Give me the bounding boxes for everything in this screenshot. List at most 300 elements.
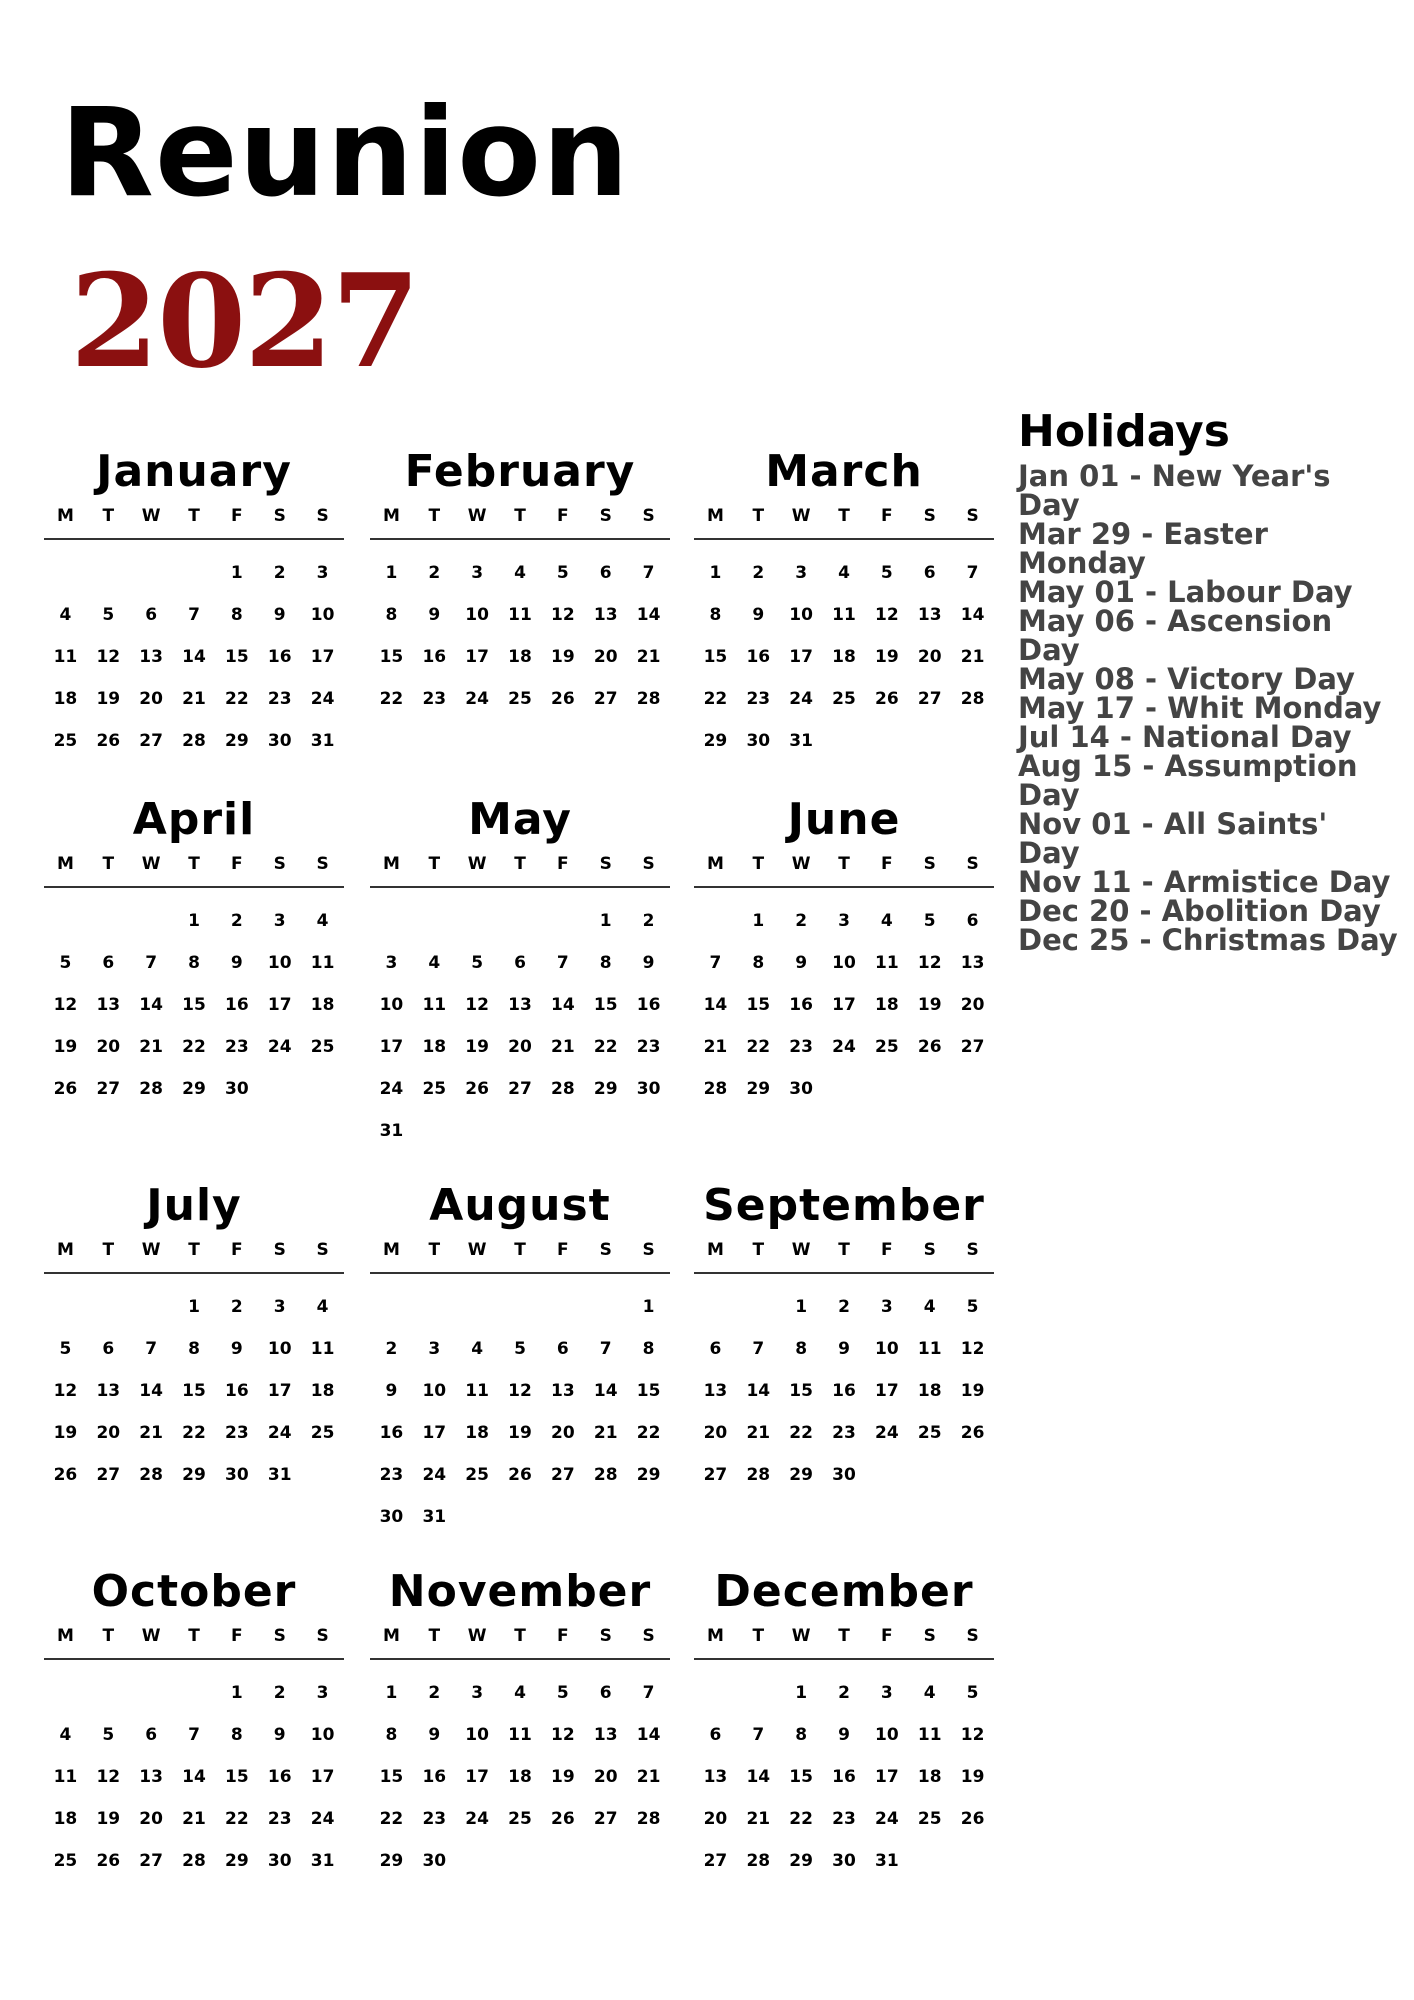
day-cell: 11	[508, 1725, 532, 1745]
month-july	[44, 1180, 344, 1496]
day-cell: 12	[96, 1767, 121, 1787]
day-cell: 1	[230, 1683, 243, 1703]
weekday-header	[44, 506, 344, 540]
day-cell: 21	[139, 1423, 163, 1443]
day-cell: 20	[703, 1809, 728, 1829]
month-name: July	[146, 1180, 242, 1231]
day-cell: 27	[960, 1037, 985, 1057]
day-cell: 3	[880, 1297, 893, 1317]
weekday-label: T	[428, 1240, 441, 1260]
day-cell: 31	[310, 1851, 335, 1871]
day-grid	[694, 540, 994, 762]
weekday-label: S	[316, 854, 329, 874]
day-cell: 1	[385, 1683, 398, 1703]
weekday-label: W	[467, 1240, 487, 1260]
day-cell: 11	[422, 995, 447, 1015]
day-cell: 13	[551, 1381, 575, 1401]
day-cell: 25	[465, 1465, 489, 1485]
day-cell: 20	[96, 1423, 121, 1443]
month-december	[694, 1566, 994, 1882]
day-cell: 22	[182, 1037, 206, 1057]
day-cell: 15	[746, 995, 771, 1015]
month-august	[370, 1180, 670, 1538]
weekday-label: T	[188, 1626, 200, 1646]
month-name: December	[714, 1566, 974, 1617]
weekday-label: F	[557, 854, 569, 874]
empty-cell	[541, 900, 584, 942]
day-cell: 18	[508, 1767, 532, 1787]
weekday-label: S	[642, 854, 655, 874]
day-cell: 17	[789, 647, 813, 667]
day-cell: 24	[465, 1809, 489, 1829]
day-cell: 28	[551, 1079, 575, 1099]
weekday-label: T	[102, 1626, 115, 1646]
day-cell: 9	[230, 1339, 243, 1359]
day-cell: 13	[139, 1767, 163, 1787]
day-cell: 21	[182, 1809, 206, 1829]
day-cell: 18	[917, 1381, 942, 1401]
day-cell: 29	[379, 1851, 404, 1871]
day-cell: 27	[703, 1851, 728, 1871]
day-cell: 13	[593, 605, 618, 625]
day-grid	[44, 1660, 344, 1882]
day-cell: 7	[188, 1725, 200, 1745]
day-cell: 24	[310, 689, 335, 709]
weekday-label: F	[231, 1240, 243, 1260]
holiday-item: May 06 - Ascension Day	[1018, 604, 1333, 667]
weekday-label: T	[838, 506, 850, 526]
day-cell: 12	[917, 953, 942, 973]
weekday-label: W	[791, 1240, 811, 1260]
calendar-title: Reunion	[60, 82, 630, 224]
day-cell: 16	[746, 647, 771, 667]
day-cell: 13	[703, 1381, 728, 1401]
weekday-label: T	[838, 1240, 850, 1260]
day-cell: 19	[551, 647, 575, 667]
month-name: August	[429, 1180, 611, 1231]
day-grid	[370, 888, 670, 1152]
day-cell: 16	[379, 1423, 404, 1443]
day-cell: 17	[465, 647, 489, 667]
day-cell: 15	[703, 647, 728, 667]
month-november	[370, 1566, 670, 1882]
day-cell: 11	[875, 953, 899, 973]
holiday-item: Jul 14 - National Day	[1018, 720, 1352, 754]
day-cell: 25	[875, 1037, 899, 1057]
day-cell: 5	[471, 953, 484, 973]
day-cell: 1	[795, 1297, 808, 1317]
day-cell: 3	[471, 563, 484, 583]
weekday-label: S	[966, 506, 979, 526]
day-cell: 14	[182, 647, 206, 667]
day-cell: 30	[267, 1851, 292, 1871]
day-cell: 6	[145, 1725, 158, 1745]
day-cell: 2	[642, 911, 655, 931]
day-cell: 15	[225, 647, 249, 667]
day-cell: 9	[795, 953, 808, 973]
day-cell: 27	[139, 1851, 163, 1871]
day-cell: 18	[422, 1037, 447, 1057]
weekday-label: W	[141, 506, 161, 526]
day-cell: 7	[709, 953, 722, 973]
day-cell: 15	[789, 1767, 813, 1787]
empty-cell	[737, 1286, 780, 1328]
day-cell: 4	[471, 1339, 484, 1359]
day-cell: 21	[746, 1809, 771, 1829]
day-cell: 10	[465, 1725, 489, 1745]
day-grid	[370, 540, 670, 720]
day-cell: 14	[593, 1381, 618, 1401]
day-cell: 25	[53, 731, 78, 751]
day-cell: 10	[875, 1725, 899, 1745]
day-cell: 17	[379, 1037, 404, 1057]
weekday-label: M	[382, 1240, 400, 1260]
day-cell: 2	[273, 1683, 286, 1703]
weekday-label: W	[791, 506, 811, 526]
day-cell: 6	[556, 1339, 569, 1359]
day-cell: 28	[139, 1079, 163, 1099]
day-cell: 2	[428, 1683, 441, 1703]
day-cell: 26	[875, 689, 899, 709]
day-cell: 2	[795, 911, 808, 931]
day-cell: 1	[709, 563, 722, 583]
day-cell: 27	[593, 689, 618, 709]
day-cell: 23	[832, 1809, 856, 1829]
day-cell: 29	[746, 1079, 771, 1099]
day-cell: 27	[96, 1079, 121, 1099]
day-cell: 15	[636, 1381, 661, 1401]
day-cell: 11	[917, 1725, 942, 1745]
day-cell: 14	[636, 1725, 661, 1745]
empty-cell	[456, 900, 499, 942]
weekday-label: T	[102, 506, 115, 526]
weekday-label: S	[923, 854, 936, 874]
day-cell: 20	[960, 995, 985, 1015]
day-cell: 28	[139, 1465, 163, 1485]
day-cell: 27	[593, 1809, 618, 1829]
day-cell: 30	[789, 1079, 813, 1099]
day-cell: 14	[703, 995, 728, 1015]
day-cell: 3	[428, 1339, 441, 1359]
day-cell: 5	[556, 563, 569, 583]
weekday-label: S	[273, 1626, 286, 1646]
day-cell: 13	[96, 995, 121, 1015]
day-cell: 12	[551, 605, 575, 625]
day-cell: 21	[636, 647, 661, 667]
day-cell: 4	[59, 605, 72, 625]
day-cell: 19	[96, 1809, 121, 1829]
day-cell: 4	[428, 953, 441, 973]
empty-cell	[44, 1286, 87, 1328]
empty-cell	[370, 900, 413, 942]
weekday-label: M	[56, 1240, 74, 1260]
day-cell: 30	[636, 1079, 661, 1099]
weekday-label: S	[966, 1240, 979, 1260]
day-grid	[44, 540, 344, 762]
weekday-header	[370, 1626, 670, 1660]
day-cell: 19	[96, 689, 121, 709]
weekday-label: S	[273, 854, 286, 874]
day-cell: 2	[752, 563, 765, 583]
day-cell: 29	[789, 1851, 813, 1871]
day-cell: 7	[556, 953, 569, 973]
holidays-panel	[1018, 406, 1398, 957]
day-cell: 6	[709, 1725, 722, 1745]
day-cell: 8	[188, 953, 200, 973]
day-cell: 16	[225, 995, 249, 1015]
day-cell: 11	[310, 953, 335, 973]
day-cell: 4	[514, 1683, 526, 1703]
weekday-label: T	[838, 1626, 850, 1646]
month-march	[694, 446, 994, 762]
day-grid	[370, 1274, 670, 1538]
day-cell: 3	[838, 911, 850, 931]
day-cell: 26	[96, 731, 121, 751]
day-cell: 20	[139, 1809, 163, 1829]
day-cell: 28	[182, 1851, 206, 1871]
day-cell: 29	[225, 1851, 249, 1871]
day-cell: 23	[746, 689, 771, 709]
weekday-label: S	[642, 506, 655, 526]
weekday-label: T	[428, 1626, 441, 1646]
day-cell: 1	[188, 911, 200, 931]
day-cell: 16	[225, 1381, 249, 1401]
day-cell: 23	[789, 1037, 813, 1057]
day-cell: 1	[599, 911, 612, 931]
empty-cell	[694, 1286, 737, 1328]
day-cell: 23	[225, 1423, 249, 1443]
weekday-label: W	[791, 1626, 811, 1646]
day-cell: 9	[838, 1339, 850, 1359]
weekday-label: F	[557, 506, 569, 526]
empty-cell	[456, 1286, 499, 1328]
day-cell: 28	[703, 1079, 728, 1099]
weekday-label: T	[188, 854, 200, 874]
day-cell: 5	[880, 563, 893, 583]
day-cell: 22	[225, 689, 249, 709]
day-cell: 19	[960, 1381, 985, 1401]
day-cell: 3	[316, 563, 329, 583]
weekday-label: T	[188, 506, 200, 526]
holiday-item: May 17 - Whit Monday	[1018, 691, 1382, 725]
day-cell: 31	[789, 731, 813, 751]
day-cell: 29	[225, 731, 249, 751]
day-cell: 22	[703, 689, 728, 709]
day-cell: 13	[960, 953, 985, 973]
weekday-label: S	[599, 854, 612, 874]
day-cell: 23	[832, 1423, 856, 1443]
day-cell: 10	[832, 953, 856, 973]
weekday-label: W	[141, 854, 161, 874]
day-cell: 29	[182, 1079, 206, 1099]
empty-cell	[541, 1286, 584, 1328]
day-cell: 22	[746, 1037, 771, 1057]
day-cell: 23	[422, 1809, 447, 1829]
day-cell: 12	[53, 995, 78, 1015]
weekday-header	[44, 854, 344, 888]
day-cell: 26	[551, 689, 575, 709]
weekday-label: F	[557, 1626, 569, 1646]
day-cell: 19	[465, 1037, 489, 1057]
empty-cell	[44, 1672, 87, 1714]
day-cell: 4	[880, 911, 893, 931]
day-cell: 16	[422, 1767, 447, 1787]
day-cell: 4	[316, 911, 329, 931]
day-cell: 18	[53, 689, 78, 709]
day-cell: 4	[923, 1297, 936, 1317]
day-cell: 27	[551, 1465, 575, 1485]
weekday-label: T	[514, 1240, 526, 1260]
day-cell: 3	[273, 1297, 286, 1317]
weekday-header	[370, 506, 670, 540]
day-cell: 17	[422, 1423, 447, 1443]
day-cell: 9	[838, 1725, 850, 1745]
day-cell: 23	[225, 1037, 249, 1057]
day-cell: 8	[188, 1339, 200, 1359]
holiday-item: Jan 01 - New Year's Day	[1018, 459, 1331, 522]
day-cell: 31	[267, 1465, 292, 1485]
weekday-label: F	[231, 854, 243, 874]
day-cell: 18	[465, 1423, 489, 1443]
day-cell: 25	[508, 689, 532, 709]
day-cell: 6	[966, 911, 979, 931]
day-cell: 18	[832, 647, 856, 667]
day-cell: 14	[746, 1381, 771, 1401]
day-cell: 13	[917, 605, 942, 625]
day-cell: 30	[225, 1465, 249, 1485]
empty-cell	[44, 900, 87, 942]
day-cell: 7	[145, 1339, 158, 1359]
empty-cell	[584, 1286, 627, 1328]
holiday-item: Nov 11 - Armistice Day	[1018, 865, 1391, 899]
day-cell: 22	[379, 1809, 404, 1829]
day-cell: 25	[508, 1809, 532, 1829]
empty-cell	[370, 1286, 413, 1328]
day-cell: 26	[96, 1851, 121, 1871]
day-cell: 20	[703, 1423, 728, 1443]
day-cell: 20	[593, 1767, 618, 1787]
day-cell: 25	[310, 1037, 335, 1057]
day-cell: 26	[53, 1079, 78, 1099]
day-cell: 6	[514, 953, 526, 973]
day-cell: 27	[703, 1465, 728, 1485]
day-cell: 17	[310, 1767, 335, 1787]
empty-cell	[130, 1286, 173, 1328]
day-cell: 28	[182, 731, 206, 751]
day-cell: 1	[230, 563, 243, 583]
weekday-label: S	[316, 506, 329, 526]
holiday-item: Nov 01 - All Saints' Day	[1018, 807, 1328, 870]
day-cell: 22	[379, 689, 404, 709]
empty-cell	[130, 900, 173, 942]
day-cell: 7	[188, 605, 200, 625]
day-cell: 29	[636, 1465, 661, 1485]
day-cell: 10	[875, 1339, 899, 1359]
day-cell: 16	[636, 995, 661, 1015]
day-cell: 8	[385, 1725, 398, 1745]
weekday-header	[44, 1240, 344, 1274]
day-cell: 20	[508, 1037, 532, 1057]
day-cell: 7	[642, 563, 655, 583]
day-cell: 3	[795, 563, 808, 583]
day-cell: 21	[703, 1037, 728, 1057]
day-cell: 26	[508, 1465, 532, 1485]
day-cell: 9	[273, 605, 286, 625]
day-cell: 14	[139, 1381, 163, 1401]
month-february	[370, 446, 670, 720]
day-cell: 12	[960, 1725, 985, 1745]
empty-cell	[130, 1672, 173, 1714]
holidays-title: Holidays	[1018, 406, 1230, 457]
day-cell: 24	[789, 689, 813, 709]
empty-cell	[694, 1672, 737, 1714]
day-cell: 4	[838, 563, 850, 583]
weekday-label: T	[752, 1626, 765, 1646]
day-cell: 24	[267, 1423, 292, 1443]
day-cell: 10	[379, 995, 404, 1015]
day-cell: 30	[746, 731, 771, 751]
day-cell: 10	[789, 605, 813, 625]
day-cell: 25	[832, 689, 856, 709]
month-april	[44, 794, 344, 1110]
day-cell: 5	[966, 1683, 979, 1703]
day-cell: 11	[832, 605, 856, 625]
day-cell: 28	[636, 689, 661, 709]
day-cell: 11	[53, 647, 78, 667]
day-cell: 22	[789, 1809, 813, 1829]
holiday-item: May 01 - Labour Day	[1018, 575, 1353, 609]
day-cell: 12	[960, 1339, 985, 1359]
day-cell: 3	[273, 911, 286, 931]
day-cell: 30	[832, 1465, 856, 1485]
weekday-label: F	[881, 506, 893, 526]
day-cell: 16	[267, 1767, 292, 1787]
empty-cell	[87, 1672, 130, 1714]
weekday-label: T	[102, 1240, 115, 1260]
empty-cell	[499, 900, 542, 942]
calendar-year: 2027	[70, 247, 419, 397]
day-cell: 8	[642, 1339, 655, 1359]
weekday-label: T	[514, 854, 526, 874]
empty-cell	[87, 552, 130, 594]
day-cell: 21	[636, 1767, 661, 1787]
day-cell: 28	[746, 1851, 771, 1871]
day-cell: 24	[310, 1809, 335, 1829]
day-cell: 14	[139, 995, 163, 1015]
day-cell: 23	[379, 1465, 404, 1485]
month-name: June	[787, 794, 901, 845]
weekday-label: F	[557, 1240, 569, 1260]
day-grid	[44, 888, 344, 1110]
day-cell: 31	[379, 1121, 404, 1141]
day-cell: 30	[832, 1851, 856, 1871]
day-cell: 28	[960, 689, 985, 709]
day-cell: 2	[838, 1683, 850, 1703]
day-cell: 19	[875, 647, 899, 667]
day-cell: 3	[316, 1683, 329, 1703]
day-cell: 8	[752, 953, 765, 973]
day-cell: 25	[917, 1809, 942, 1829]
day-cell: 31	[875, 1851, 899, 1871]
day-cell: 11	[508, 605, 532, 625]
day-cell: 15	[379, 647, 404, 667]
day-cell: 6	[599, 563, 612, 583]
day-grid	[694, 1660, 994, 1882]
weekday-label: M	[382, 1626, 400, 1646]
day-cell: 14	[636, 605, 661, 625]
day-cell: 27	[139, 731, 163, 751]
day-cell: 5	[59, 953, 72, 973]
